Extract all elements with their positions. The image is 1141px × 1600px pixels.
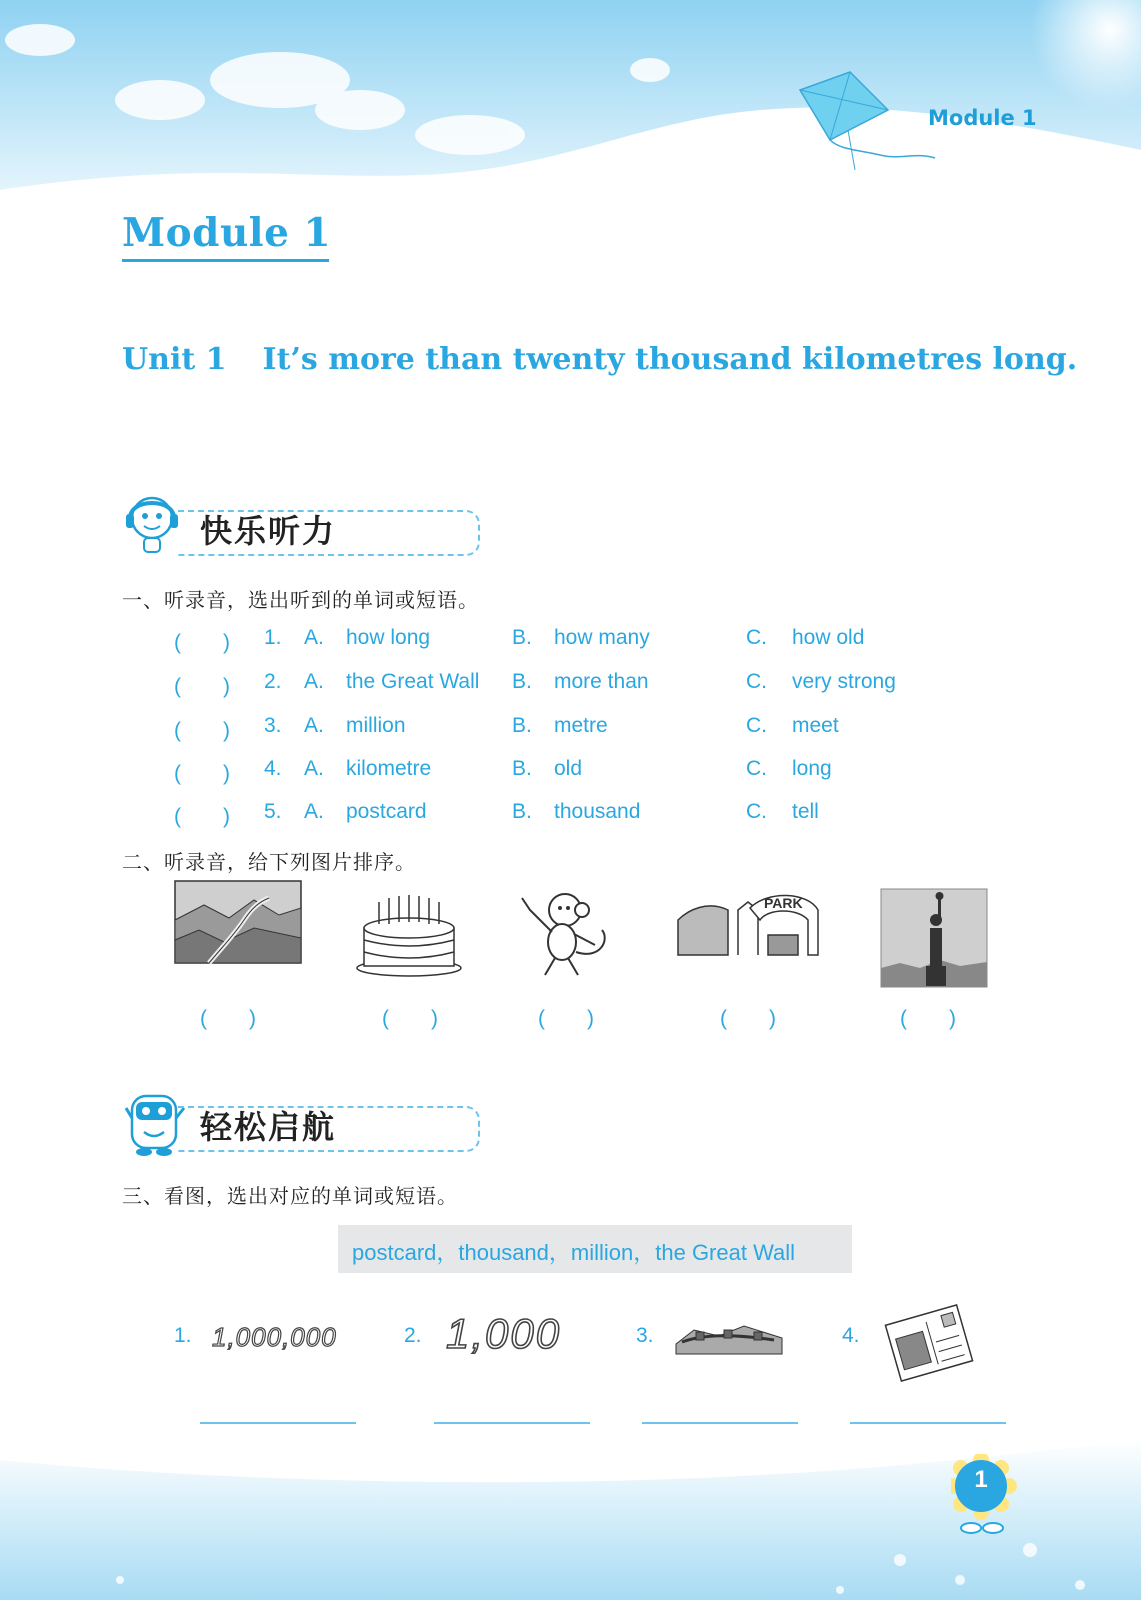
thousand-number-picture [444, 1302, 584, 1358]
question-number: 2. [264, 670, 282, 693]
answer-paren[interactable]: ( ) [174, 762, 230, 785]
answer-paren[interactable]: ( ) [174, 631, 230, 654]
starting-banner [122, 1098, 502, 1158]
option-c: how old [792, 626, 865, 649]
question-number: 3. [264, 714, 282, 737]
option-label: C. [746, 800, 767, 823]
thousand-number-text: 1,000 [446, 1310, 562, 1357]
option-label: B. [512, 714, 532, 737]
option-label: C. [746, 757, 767, 780]
option-label: A. [304, 800, 324, 823]
banner-title: 快乐听力 [200, 512, 337, 550]
answer-line[interactable] [200, 1422, 356, 1424]
picture-answer-paren[interactable]: ( ) [720, 1007, 776, 1030]
option-label: A. [304, 714, 324, 737]
question-number: 5. [264, 800, 282, 823]
postcard-picture [884, 1300, 974, 1386]
option-label: A. [304, 626, 324, 649]
page-number-badge [951, 1454, 1021, 1544]
picture-answer-paren[interactable]: ( ) [900, 1007, 956, 1030]
birthday-cake-picture [354, 880, 464, 980]
item-number: 4. [842, 1324, 860, 1347]
park-picture [668, 880, 828, 980]
answer-line[interactable] [642, 1422, 798, 1424]
unit-number: Unit 1 [122, 342, 227, 377]
option-a: postcard [346, 800, 427, 823]
option-label: A. [304, 670, 324, 693]
option-c: meet [792, 714, 839, 737]
option-a: how long [346, 626, 431, 649]
great-wall-small-picture [674, 1314, 784, 1358]
listening-banner [122, 502, 502, 562]
item-number: 2. [404, 1324, 422, 1347]
option-a: the Great Wall [346, 670, 480, 693]
option-label: A. [304, 757, 324, 780]
picture-answer-paren[interactable]: ( ) [200, 1007, 256, 1030]
monkey-picture [510, 880, 620, 980]
question-number: 1. [264, 626, 282, 649]
option-b: more than [554, 670, 649, 693]
option-label: B. [512, 800, 532, 823]
page-number: 1 [974, 1466, 988, 1493]
option-a: kilometre [346, 757, 432, 780]
unit-title [122, 342, 1077, 377]
picture-answer-paren[interactable]: ( ) [538, 1007, 594, 1030]
option-label: C. [746, 670, 767, 693]
exercise3-instruction: 三、看图，选出对应的单词或短语。 [122, 1184, 458, 1208]
unit-title-text: It’s more than twenty thousand kilometres long. [262, 342, 1078, 377]
option-label: C. [746, 714, 767, 737]
answer-paren[interactable]: ( ) [174, 675, 230, 698]
answer-paren[interactable]: ( ) [174, 719, 230, 742]
option-b: old [554, 757, 583, 780]
answer-paren[interactable]: ( ) [174, 805, 230, 828]
statue-of-liberty-picture [880, 888, 990, 988]
park-sign-text: PARK [764, 895, 803, 911]
option-a: million [346, 714, 406, 737]
picture-answer-paren[interactable]: ( ) [382, 1007, 438, 1030]
exercise1-instruction: 一、听录音，选出听到的单词或短语。 [122, 588, 479, 612]
million-number-picture [210, 1316, 350, 1356]
banner-title: 轻松启航 [200, 1108, 337, 1146]
header-module-tag: Module 1 [928, 106, 1037, 130]
exercise2-instruction: 二、听录音，给下列图片排序。 [122, 850, 416, 874]
option-label: B. [512, 757, 532, 780]
item-number: 1. [174, 1324, 192, 1347]
great-wall-picture [174, 880, 304, 980]
word-bank-box [338, 1225, 852, 1273]
option-c: long [792, 757, 832, 780]
option-label: B. [512, 670, 532, 693]
option-label: C. [746, 626, 767, 649]
option-label: B. [512, 626, 532, 649]
module-title-underline [122, 259, 329, 262]
answer-line[interactable] [434, 1422, 590, 1424]
item-number: 3. [636, 1324, 654, 1347]
option-c: very strong [792, 670, 896, 693]
module-title: Module 1 [122, 210, 332, 256]
option-b: how many [554, 626, 650, 649]
option-b: thousand [554, 800, 641, 823]
word-bank-text: postcard，thousand，million，the Great Wall [352, 1240, 796, 1265]
option-c: tell [792, 800, 819, 823]
answer-line[interactable] [850, 1422, 1006, 1424]
option-b: metre [554, 714, 608, 737]
million-number-text: 1,000,000 [212, 1322, 337, 1352]
question-number: 4. [264, 757, 282, 780]
